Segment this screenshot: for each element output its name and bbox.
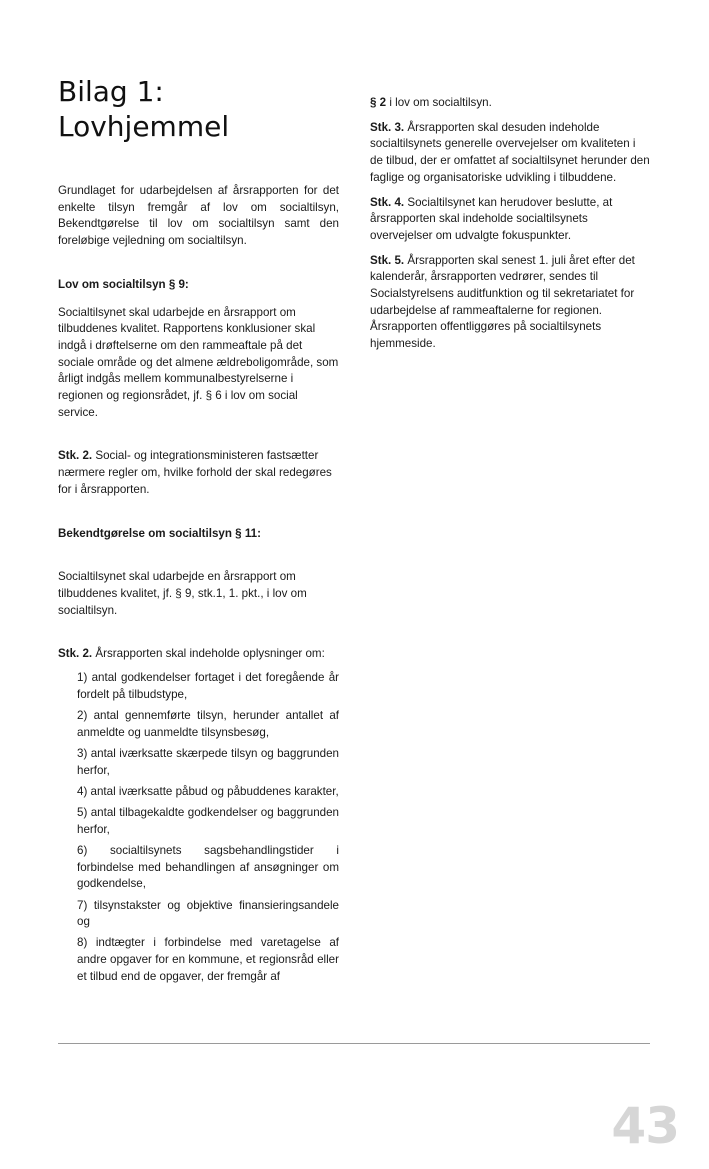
stk4-text: Socialtilsynet kan herudover beslutte, at årsrapporten skal indeholde socialtilsynets overvejelser om udvalgte fokuspunkter.	[370, 195, 613, 242]
section-ref-text: i lov om socialtilsyn.	[386, 96, 492, 109]
stk3-paragraph	[370, 120, 650, 187]
stk4-paragraph	[370, 195, 650, 245]
list-item: 6) socialtilsynets sagsbehandlingstider i forbindelse med behandlingen af ansøgninger om godkendelse,	[77, 843, 339, 891]
list-item: 4) antal iværksatte påbud og påbuddenes karakter,	[77, 784, 339, 798]
list-item: 7) tilsynstakster og objektive finansieringsandele og	[77, 898, 339, 929]
page-number: 43	[611, 1097, 679, 1155]
lov-paragraph: Socialtilsynet skal udarbejde en årsrapport om tilbuddenes kvalitet. Rapportens konklusioner skal indgå i drøftelserne om den rammeaftale på det sociale område og det almene ældreboligområde, som årligt indgås mellem kommunalbestyrelserne i regionen og regionsrådet, jf. § 6 i lov om social service.	[58, 305, 339, 419]
bek-stk2-label: Stk. 2.	[58, 647, 93, 661]
list-item: 2) antal gennemførte tilsyn, herunder antallet af anmeldte og uanmeldte tilsynsbesøg,	[77, 708, 339, 739]
list-item: 1) antal godkendelser fortaget i det foregående år fordelt på tilbudstype,	[77, 671, 339, 701]
stk5-label: Stk. 5.	[370, 253, 405, 267]
title-line-1: Bilag 1:	[58, 75, 164, 108]
page-title	[58, 74, 229, 144]
list-item: 3) antal iværksatte skærpede tilsyn og baggrunden herfor,	[77, 746, 339, 777]
info-list	[58, 670, 339, 985]
lov-stk2-paragraph	[58, 448, 339, 498]
title-line-2: Lovhjemmel	[58, 110, 230, 143]
list-item: 5) antal tilbagekaldte godkendelser og baggrunden herfor,	[77, 805, 339, 836]
list-item: 8) indtægter i forbindelse med varetagelse af andre opgaver for en kommune, et regionsråd eller et tilbud end de opgaver, der fremgår af	[77, 936, 339, 983]
bek-stk2-paragraph	[58, 646, 339, 663]
footer-divider	[58, 1043, 650, 1044]
stk4-label: Stk. 4.	[370, 195, 405, 209]
lov-stk2-text: Social- og integrationsministeren fastsætter nærmere regler om, hvilke forhold der skal redegøres for i årsrapporten.	[58, 449, 332, 496]
intro-paragraph: Grundlaget for udarbejdelsen af årsrapporten for det enkelte tilsyn fremgår af lov om socialtilsyn, Bekendtgørelse til lov om socialtilsyn samt den foreløbige vejledning om socialtilsyn.	[58, 184, 339, 248]
bek-heading: Bekendtgørelse om socialtilsyn § 11:	[58, 526, 261, 540]
stk5-paragraph	[370, 253, 650, 353]
section-continuation	[370, 95, 650, 112]
bek-paragraph: Socialtilsynet skal udarbejde en årsrapport om tilbuddenes kvalitet, jf. § 9, stk.1, 1. pkt., i lov om socialtilsyn.	[58, 570, 307, 617]
lov-heading: Lov om socialtilsyn § 9:	[58, 277, 189, 291]
stk3-label: Stk. 3.	[370, 120, 405, 134]
bek-stk2-text: Årsrapporten skal indeholde oplysninger om:	[92, 647, 325, 661]
section-ref: § 2	[370, 96, 387, 109]
stk3-text: Årsrapporten skal desuden indeholde socialtilsynets generelle overvejelser om kvaliteten i de tilbud, der er omfattet af socialtilsynet herunder den faglige og organisatoriske udvikling i tilbuddene.	[370, 120, 650, 184]
left-column	[58, 183, 339, 990]
stk5-text: Årsrapporten skal senest 1. juli året efter det kalenderår, årsrapporten vedrører, sendes til Socialstyrelsens auditfunktion og til sekretariatet for udarbejdelse af rammeaftalerne for regionen. Årsrapporten offentliggøres på socialtilsynets hjemmeside.	[370, 253, 635, 351]
lov-stk2-label: Stk. 2.	[58, 449, 93, 463]
right-column	[370, 95, 650, 353]
